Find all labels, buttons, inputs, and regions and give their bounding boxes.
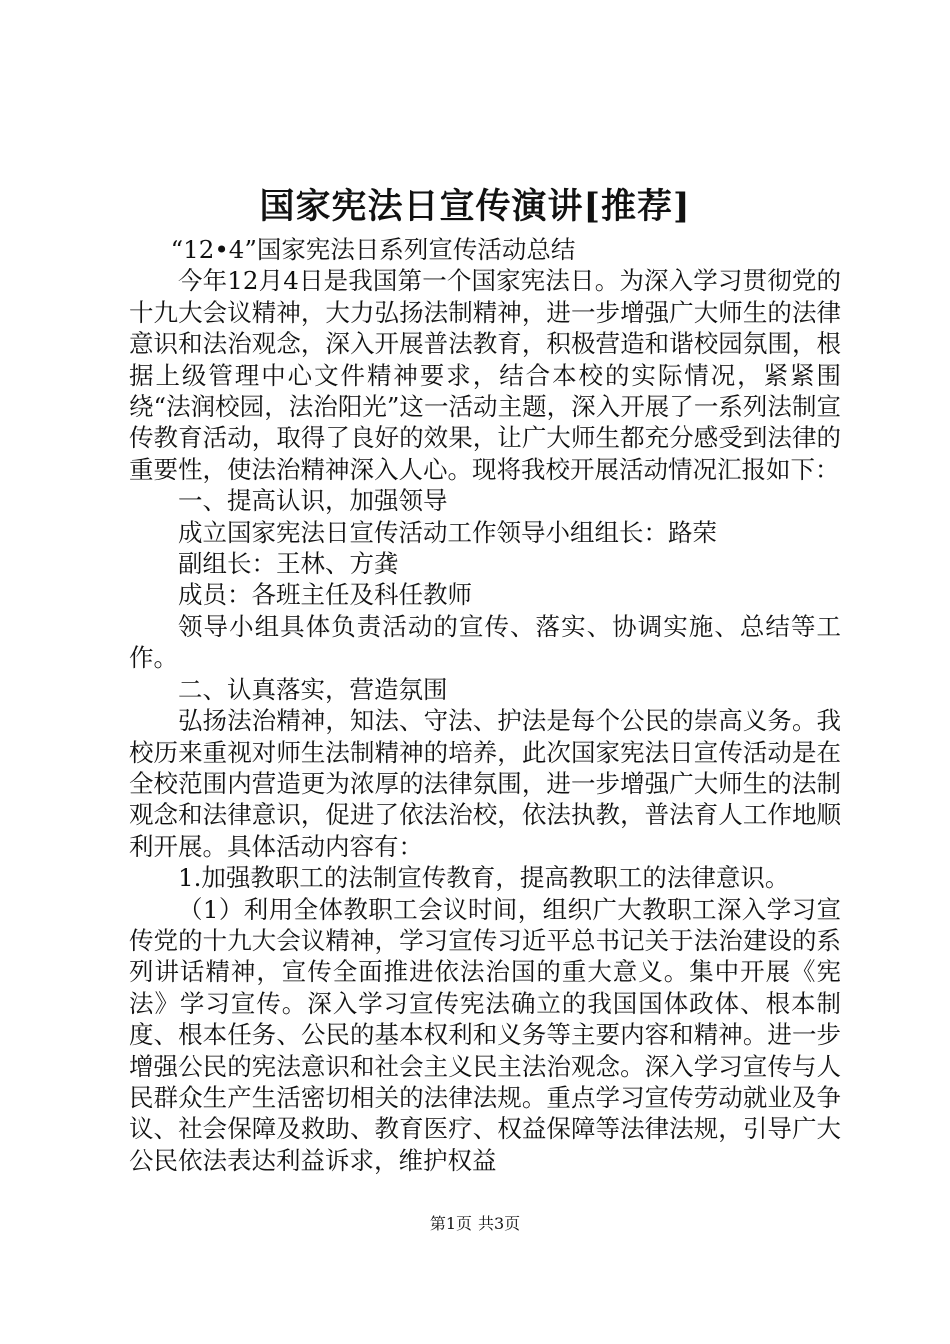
members-line: 成员：各班主任及科任教师	[178, 580, 472, 610]
page-total: 共3页	[478, 1214, 521, 1233]
document-title: 国家宪法日宣传演讲[推荐]	[259, 186, 691, 227]
page-number: 第1页	[429, 1214, 472, 1233]
leader-line: 成立国家宪法日宣传活动工作领导小组组长：路荣	[178, 517, 717, 547]
activity-item-1-detail: （1）利用全体教职工会议时间，组织广大教职工深入学习宣传党的十九大会议精神，学习宣传习近平总书记关于法治建设的系列讲话精神，宣传全面推进依法治国的重大意义。集中开展《宪法》学习宣传。深入学习宣传宪法确立的我国国体政体、根本制度、根本任务、公民的基本权利和义务等主要内容和精神。进一步增强公民的宪法意识和社会主义民主法治观念。深入学习宣传与人民群众生产生活密切相关的法律法规。重点学习宣传劳动就业及争议、社会保障及救助、教育医疗、权益保障等法律法规，引导广大公民依法表达利益诉求，维护权益	[129, 894, 841, 1175]
document-subtitle: “12•4”国家宪法日系列宣传活动总结	[170, 235, 576, 264]
responsibility-paragraph: 领导小组具体负责活动的宣传、落实、协调实施、总结等工作。	[129, 611, 841, 673]
intro-paragraph: 今年12月4日是我国第一个国家宪法日。为深入学习贯彻党的十九大会议精神，大力弘扬法制精神，进一步增强广大师生的法律意识和法治观念，深入开展普法教育，积极营造和谐校园氛围，根据上级管理中心文件精神要求，结合本校的实际情况，紧紧围绕“法润校园，法治阳光”这一活动主题，深入开展了一系列法制宣传教育活动，取得了良好的效果，让广大师生都充分感受到法律的重要性，使法治精神深入人心。现将我校开展活动情况汇报如下：	[129, 266, 841, 484]
rule-of-law-paragraph: 弘扬法治精神，知法、守法、护法是每个公民的崇高义务。我校历来重视对师生法制精神的培养，此次国家宪法日宣传活动是在全校范围内营造更为浓厚的法律氛围，进一步增强广大师生的法制观念和法律意识，促进了依法治校，依法执教，普法育人工作地顺利开展。具体活动内容有：	[129, 706, 841, 861]
section-heading-2: 二、认真落实，营造氛围	[178, 674, 448, 704]
page-footer	[0, 1214, 950, 1234]
section-heading-1: 一、提高认识，加强领导	[178, 486, 448, 516]
deputy-leader-line: 副组长：王林、方龚	[178, 549, 399, 579]
activity-item-1: 1.加强教职工的法制宣传教育，提高教职工的法律意识。	[178, 863, 790, 893]
document-body	[129, 234, 841, 1176]
